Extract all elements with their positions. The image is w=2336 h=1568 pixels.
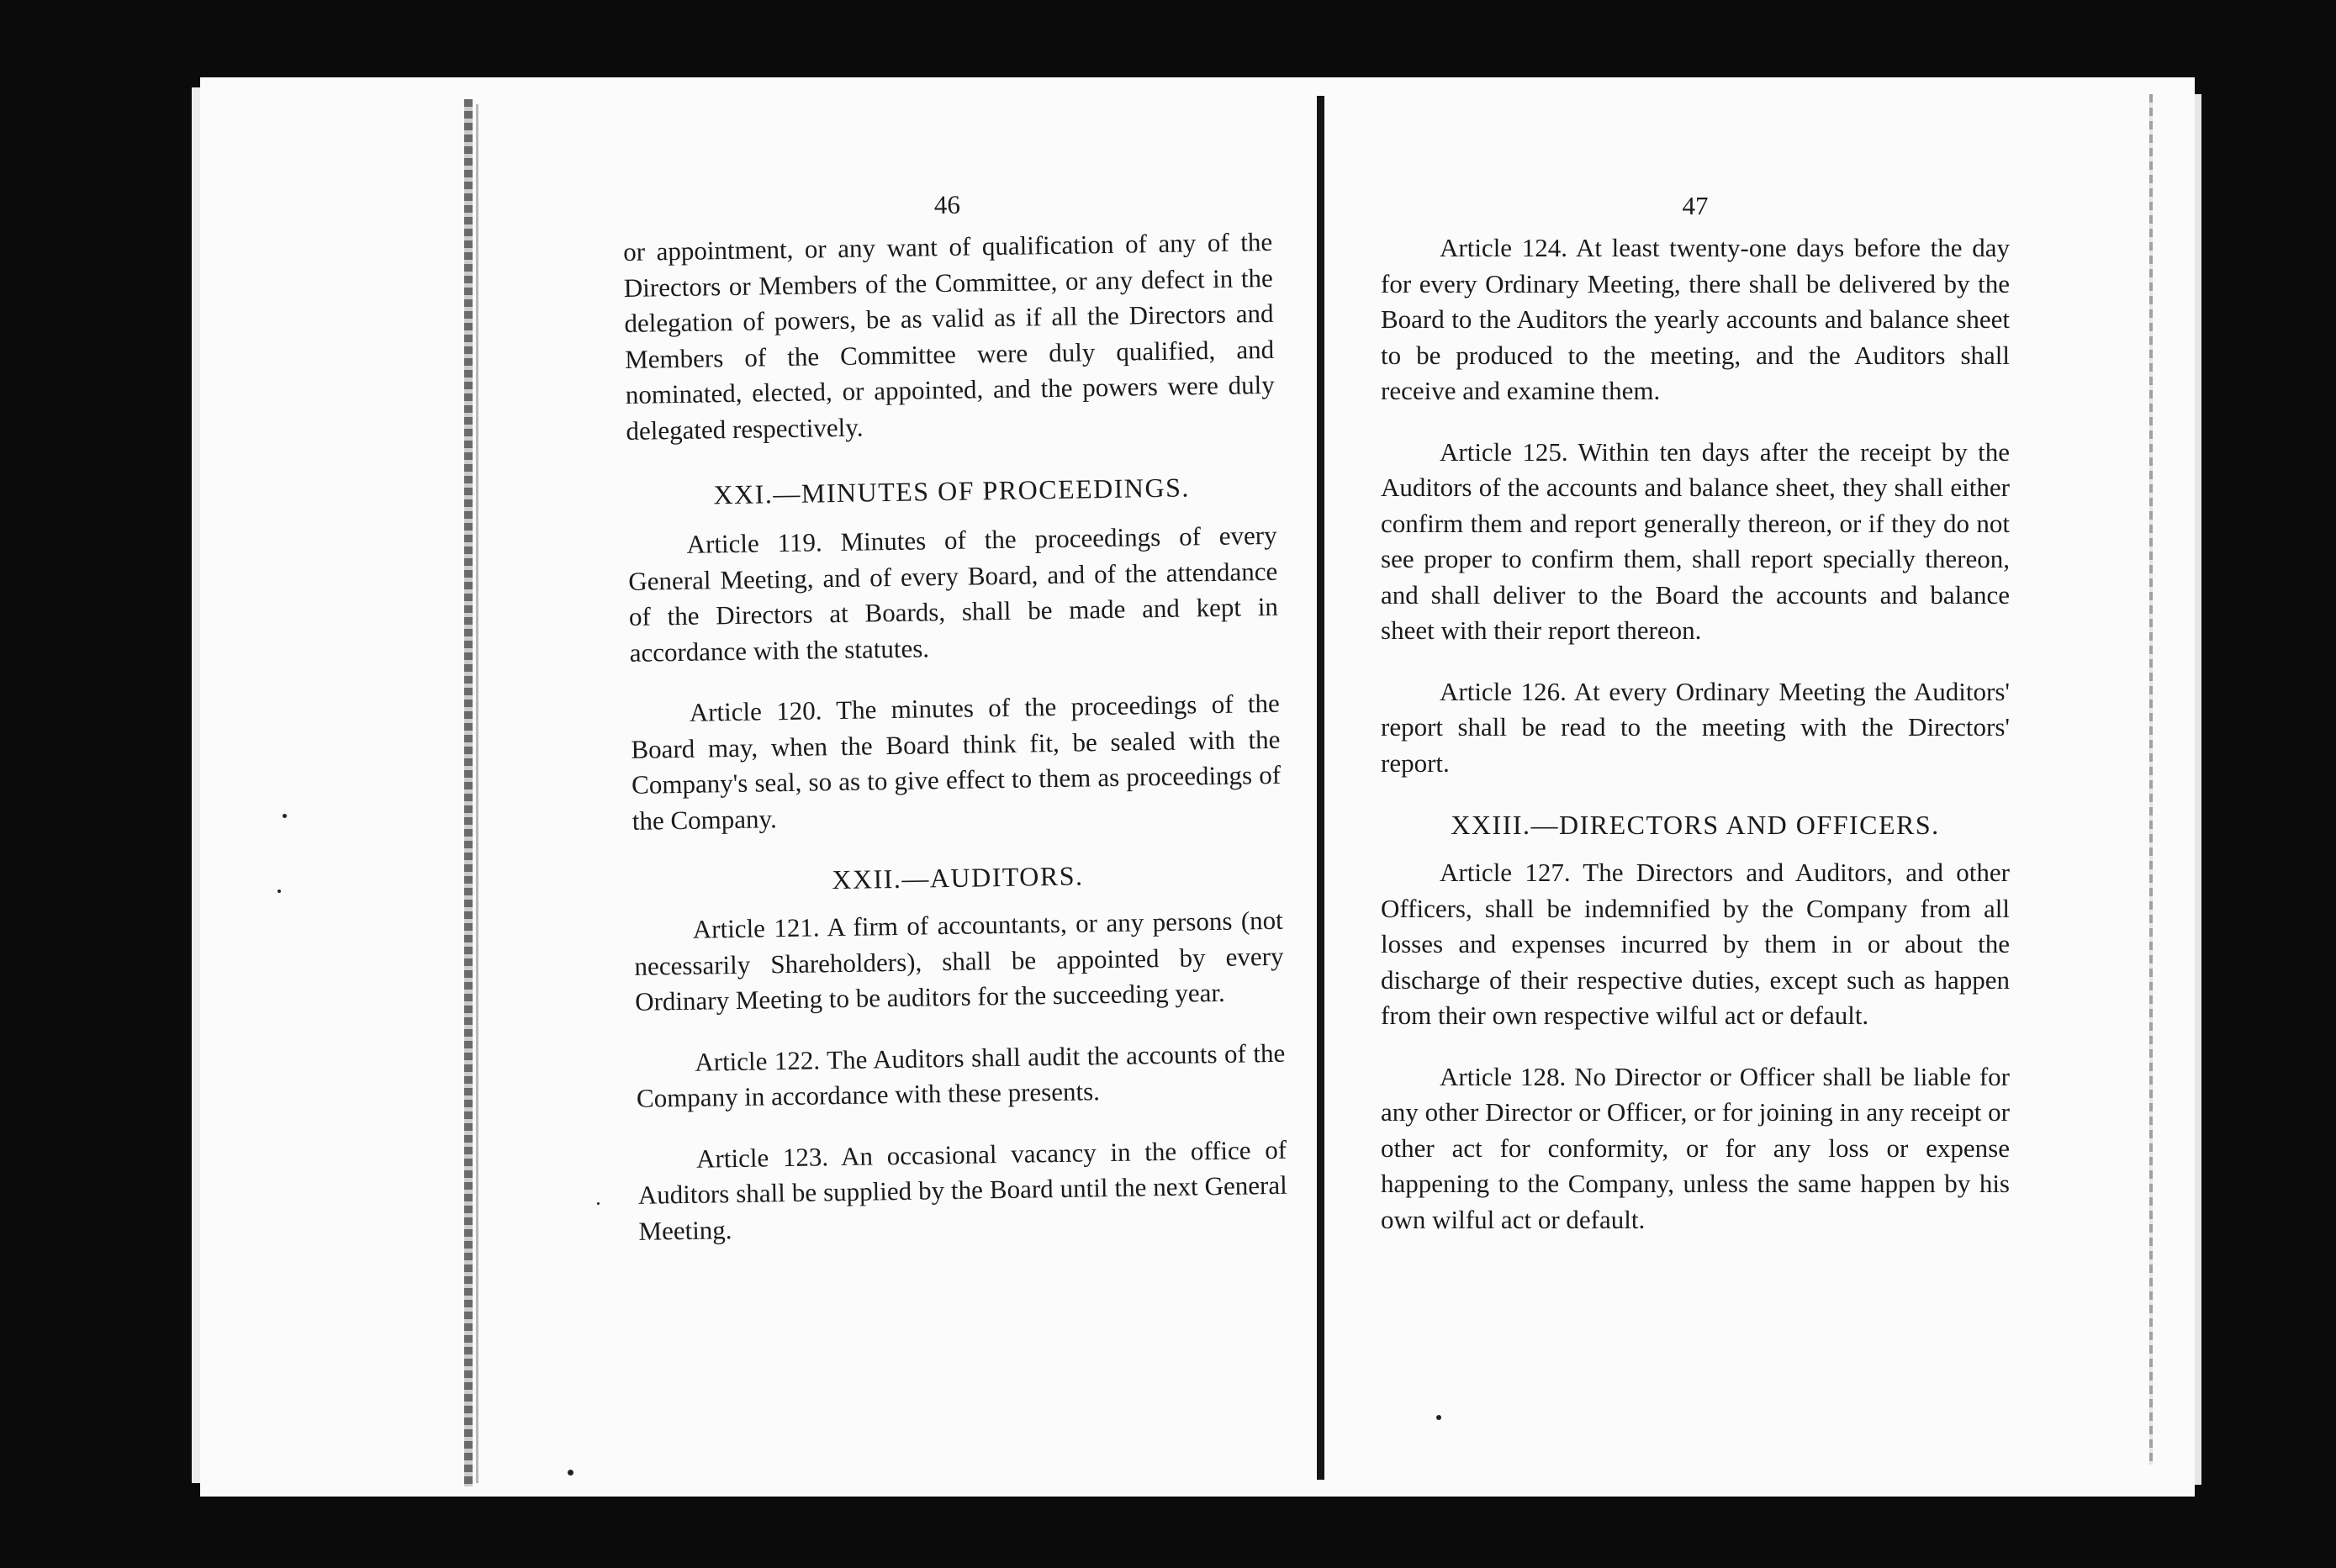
book-gutter xyxy=(1317,96,1324,1480)
article-119: Article 119. Minutes of the proceedings of every General Meeting, and of every Board, and of the attendance of the Directors at Boards, shall be made and kept in accordance with the statutes. xyxy=(628,520,1279,668)
speck xyxy=(568,1470,573,1476)
continuation-paragraph: or appointment, or any want of qualification of any of the Directors or Members of the Committee, or any defect in the delegation of powers, be as valid as if all the Directors and Members of the Committee were duly qualified, and nominated, elected, or appointed, and the powers were duly delegated respectively. xyxy=(622,226,1276,446)
speck xyxy=(283,814,287,818)
scan-artifact-left-thin xyxy=(476,104,478,1483)
right-page xyxy=(1381,185,2010,1238)
scan-artifact-left xyxy=(464,99,473,1486)
article-127: Article 127. The Directors and Auditors, and other Officers, shall be indemnified by the Company from all losses and expenses incurred by them in or about the discharge of their respective duties, except such as happen from their own respective wilful act or default. xyxy=(1381,858,2010,1030)
article-128: Article 128. No Director or Officer shall be liable for any other Director or Officer, or for joining in any receipt or other act for conformity, or for any loss or expense happening to the Company, unless the same happen by his own wilful act or default. xyxy=(1381,1061,2010,1234)
article-121: Article 121. A firm of accountants, or any persons (not necessarily Shareholders), shall be appointed by every Ordinary Meeting to be auditors for the succeeding year. xyxy=(634,905,1284,1016)
article-120: Article 120. The minutes of the proceedings of the Board may, when the Board think fit, be sealed with the Company's seal, so as to give effect to them as proceedings of the Company. xyxy=(631,688,1282,836)
speck xyxy=(1436,1415,1441,1420)
article-122: Article 122. The Auditors shall audit the accounts of the Company in accordance with these presents. xyxy=(636,1037,1286,1113)
speck xyxy=(277,890,281,893)
left-page xyxy=(622,179,1288,1249)
section-heading-xxiii: XXIII.—DIRECTORS AND OFFICERS. xyxy=(1451,810,1940,840)
section-heading-xxi: XXI.—MINUTES OF PROCEEDINGS. xyxy=(713,472,1191,510)
article-126: Article 126. At every Ordinary Meeting the Auditors' report shall be read to the meeting with the Directors' report. xyxy=(1381,676,2010,778)
page-number: 47 xyxy=(1682,191,1709,220)
scan-artifact-right xyxy=(2149,94,2153,1465)
section-heading-xxii: XXII.—AUDITORS. xyxy=(832,860,1084,895)
page-number: 46 xyxy=(933,189,961,220)
speck xyxy=(597,1202,600,1205)
article-124: Article 124. At least twenty-one days before the day for every Ordinary Meeting, there shall be delivered by the Board to the Auditors the yearly accounts and balance sheet to be produced to the meeting, and the Auditors shall receive and examine them. xyxy=(1381,233,2010,405)
article-123: Article 123. An occasional vacancy in the office of Auditors shall be supplied by the Board until the next General Meeting. xyxy=(637,1134,1287,1246)
article-125: Article 125. Within ten days after the receipt by the Auditors of the accounts and balance sheet, they shall either confirm them and report generally thereon, or if they do not see proper to confirm them, shall report specially thereon, and shall deliver to the Board the accounts and balance sheet with their report thereon. xyxy=(1381,436,2010,645)
